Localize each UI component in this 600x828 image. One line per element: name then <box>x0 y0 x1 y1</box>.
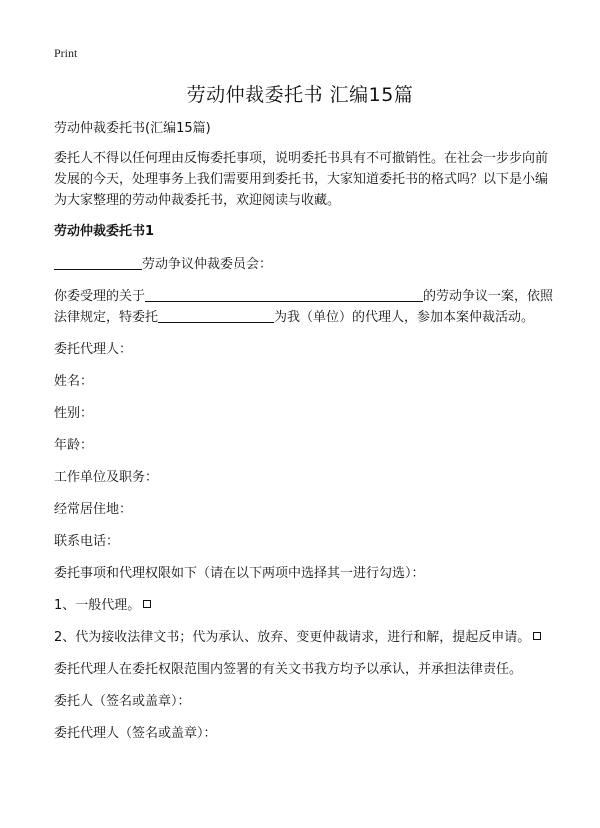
case-middle: 的劳动争议一案，依照法律规定，特委托 <box>54 289 554 325</box>
field-phone: 联系电话： <box>54 534 120 549</box>
blank-line <box>158 308 274 323</box>
print-label: Print <box>54 46 78 60</box>
case-paragraph <box>54 286 554 328</box>
field-gender: 性别： <box>54 406 94 421</box>
option-special-text: 2、代为接收法律文书；代为承认、放弃、变更仲裁请求，进行和解，提起反申请。 <box>54 630 531 645</box>
document-body <box>54 118 554 755</box>
section-heading: 劳动仲裁委托书1 <box>54 224 155 239</box>
option-special <box>54 627 554 648</box>
page-title: 劳动仲裁委托书 汇编15篇 <box>186 84 414 106</box>
intro-paragraph: 委托人不得以任何理由反悔委托事项，说明委托书具有不可撤销性。在社会一步步向前发展的今天，处理事务上我们需要用到委托书，大家知道委托书的格式吗？以下是小编为大家整理的劳动仲裁委托书，欢迎阅读与收藏。 <box>54 151 549 208</box>
field-age: 年龄： <box>54 438 94 453</box>
addressee-line <box>54 254 554 275</box>
document-subtitle: 劳动仲裁委托书(汇编15篇) <box>54 121 211 136</box>
client-signature-line: 委托人（签名或盖章）： <box>54 694 191 709</box>
addressee-suffix: 劳动争议仲裁委员会： <box>142 257 273 272</box>
field-residence: 经常居住地： <box>54 502 133 517</box>
option-general <box>54 595 554 616</box>
field-employer: 工作单位及职务： <box>54 470 159 485</box>
case-suffix: 为我（单位）的代理人，参加本案仲裁活动。 <box>274 310 535 325</box>
acknowledgement-paragraph: 委托代理人在委托权限范围内签署的有关文书我方均予以承认，并承担法律责任。 <box>54 662 523 677</box>
authority-intro: 委托事项和代理权限如下（请在以下两项中选择其一进行勾选）： <box>54 566 425 581</box>
field-name: 姓名： <box>54 374 94 389</box>
blank-line <box>54 255 142 270</box>
checkbox-icon <box>533 632 541 640</box>
case-prefix: 你委受理的关于 <box>54 289 146 304</box>
checkbox-icon <box>143 600 151 608</box>
blank-line <box>145 287 423 302</box>
agent-signature-line: 委托代理人（签名或盖章）： <box>54 726 217 741</box>
agent-label: 委托代理人： <box>54 342 133 357</box>
option-general-text: 1、一般代理。 <box>54 598 141 613</box>
